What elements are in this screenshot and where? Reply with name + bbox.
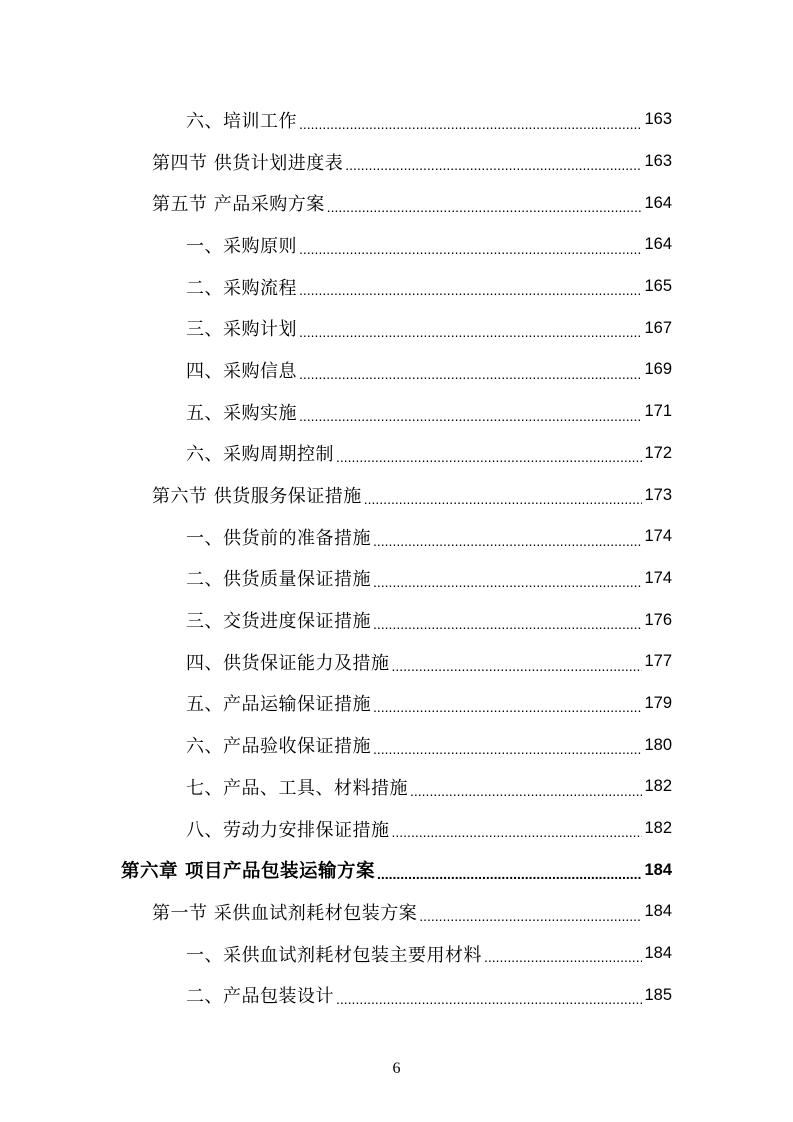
toc-entry-title: 五、产品运输保证措施 [186, 694, 371, 716]
toc-section-entry[interactable] [0, 474, 793, 516]
dot-leader [410, 783, 642, 808]
dot-leader [336, 449, 642, 474]
toc-entry-page: 164 [644, 235, 672, 254]
toc-subsection-entry[interactable] [0, 641, 793, 683]
dot-leader [299, 408, 642, 433]
toc-section-entry[interactable] [0, 141, 793, 183]
toc-subsection-entry[interactable] [0, 724, 793, 766]
toc-entry-page: 163 [644, 110, 672, 129]
toc-subsection-entry[interactable] [0, 349, 793, 391]
dot-leader [299, 366, 642, 391]
toc-entry-title: 五、采购实施 [186, 402, 297, 424]
toc-section-entry[interactable] [0, 182, 793, 224]
toc-subsection-entry[interactable] [0, 391, 793, 433]
toc-entry-page: 182 [644, 777, 672, 796]
toc-entry-page: 184 [644, 944, 672, 963]
toc-subsection-entry[interactable] [0, 99, 793, 141]
table-of-contents [0, 99, 793, 1016]
toc-entry-page: 184 [644, 860, 672, 879]
toc-subsection-entry[interactable] [0, 224, 793, 266]
toc-entry-page: 163 [644, 152, 672, 171]
toc-entry-title: 第四节 供货计划进度表 [152, 152, 344, 174]
toc-entry-page: 172 [644, 443, 672, 462]
toc-entry-page: 169 [644, 360, 672, 379]
toc-entry-title: 六、培训工作 [186, 110, 297, 132]
toc-entry-page: 184 [644, 902, 672, 921]
toc-entry-title: 第一节 采供血试剂耗材包装方案 [152, 902, 418, 924]
toc-subsection-entry[interactable] [0, 433, 793, 475]
toc-entry-page: 165 [644, 277, 672, 296]
dot-leader [484, 949, 642, 974]
toc-subsection-entry[interactable] [0, 558, 793, 600]
toc-subsection-entry[interactable] [0, 683, 793, 725]
dot-leader [392, 824, 643, 849]
toc-entry-title: 二、采购流程 [186, 277, 297, 299]
toc-entry-page: 171 [644, 402, 672, 421]
toc-entry-title: 第六章 项目产品包装运输方案 [121, 861, 375, 883]
dot-leader [299, 116, 642, 141]
dot-leader [299, 241, 642, 266]
page-number: 6 [392, 1060, 401, 1077]
toc-subsection-entry[interactable] [0, 516, 793, 558]
toc-entry-page: 173 [644, 485, 672, 504]
dot-leader [419, 908, 642, 933]
toc-entry-page: 180 [644, 735, 672, 754]
toc-subsection-entry[interactable] [0, 307, 793, 349]
toc-section-entry[interactable] [0, 891, 793, 933]
dot-leader [373, 616, 642, 641]
toc-entry-page: 174 [644, 527, 672, 546]
toc-entry-title: 一、供货前的准备措施 [186, 527, 371, 549]
dot-leader [373, 574, 642, 599]
toc-entry-title: 第六节 供货服务保证措施 [152, 486, 362, 508]
dot-leader [373, 741, 642, 766]
toc-entry-page: 177 [644, 652, 672, 671]
dot-leader [373, 533, 642, 558]
toc-subsection-entry[interactable] [0, 933, 793, 975]
toc-subsection-entry[interactable] [0, 266, 793, 308]
dot-leader [373, 699, 642, 724]
toc-entry-page: 179 [644, 693, 672, 712]
toc-entry-page: 176 [644, 610, 672, 629]
toc-entry-title: 二、产品包装设计 [186, 986, 334, 1008]
toc-entry-title: 二、供货质量保证措施 [186, 569, 371, 591]
toc-entry-title: 八、劳动力安排保证措施 [186, 819, 390, 841]
dot-leader [364, 491, 643, 516]
toc-subsection-entry[interactable] [0, 599, 793, 641]
toc-entry-title: 六、采购周期控制 [186, 444, 334, 466]
toc-entry-title: 一、采购原则 [186, 235, 297, 257]
dot-leader [327, 199, 643, 224]
toc-entry-page: 182 [644, 819, 672, 838]
dot-leader [336, 991, 642, 1016]
toc-entry-page: 185 [644, 985, 672, 1004]
toc-entry-title: 三、采购计划 [186, 319, 297, 341]
toc-subsection-entry[interactable] [0, 808, 793, 850]
toc-entry-title: 四、供货保证能力及措施 [186, 652, 390, 674]
toc-subsection-entry[interactable] [0, 766, 793, 808]
dot-leader [299, 282, 642, 307]
toc-subsection-entry[interactable] [0, 974, 793, 1016]
dot-leader [345, 157, 642, 182]
toc-entry-title: 七、产品、工具、材料措施 [186, 777, 408, 799]
toc-entry-title: 四、采购信息 [186, 360, 297, 382]
toc-entry-page: 164 [644, 193, 672, 212]
toc-entry-title: 六、产品验收保证措施 [186, 736, 371, 758]
dot-leader [377, 866, 643, 891]
toc-entry-title: 第五节 产品采购方案 [152, 194, 325, 216]
toc-entry-title: 一、采供血试剂耗材包装主要用材料 [186, 944, 482, 966]
toc-entry-page: 167 [644, 318, 672, 337]
toc-entry-title: 三、交货进度保证措施 [186, 611, 371, 633]
toc-chapter-entry[interactable] [0, 849, 793, 891]
dot-leader [392, 658, 643, 683]
toc-entry-page: 174 [644, 568, 672, 587]
dot-leader [299, 324, 642, 349]
